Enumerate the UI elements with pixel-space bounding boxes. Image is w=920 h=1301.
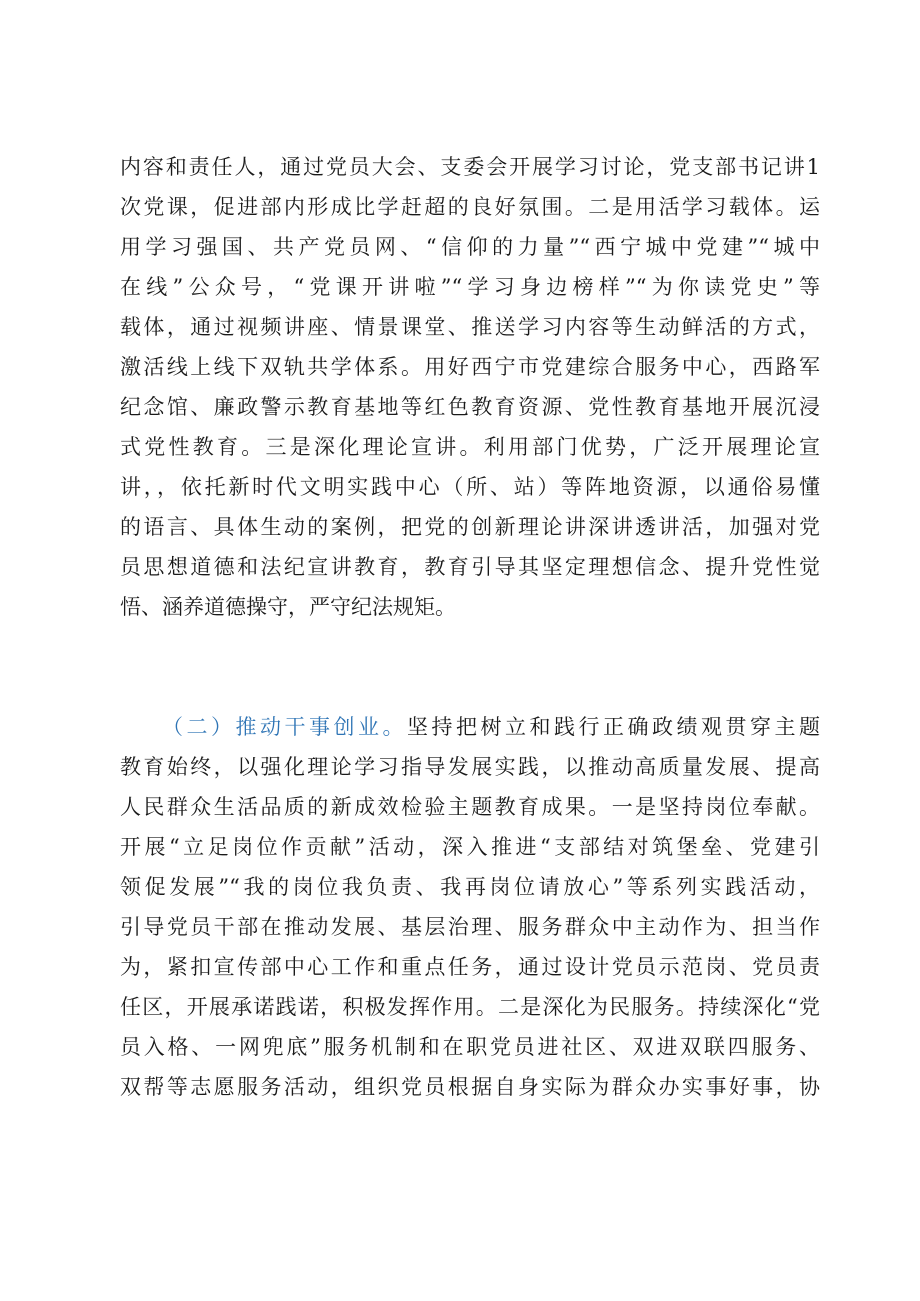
text-line: 人民群众生活品质的新成效检验主题教育成果。一是坚持岗位奉献。 — [120, 795, 820, 819]
text-line: 员思想道德和法纪宣讲教育，教育引导其坚定理想信念、提升党性觉 — [120, 555, 820, 579]
text-line: 引导党员干部在推动发展、基层治理、服务群众中主动作为、担当作 — [120, 915, 820, 939]
text-line: 悟、涵养道德操守，严守纪法规矩。 — [120, 595, 456, 619]
text-line: 任区，开展承诺践诺，积极发挥作用。二是深化为民服务。持续深化“党 — [120, 995, 820, 1019]
text-line-first — [162, 707, 820, 747]
text-line: 双帮等志愿服务活动，组织党员根据自身实际为群众办实事好事，协 — [120, 1075, 820, 1099]
text-line: 开展“立足岗位作贡献”活动，深入推进“支部结对筑堡垒、党建引 — [120, 835, 820, 859]
text-line: 为，紧扣宣传部中心工作和重点任务，通过设计党员示范岗、党员责 — [120, 955, 820, 979]
text-line: 讲，，依托新时代文明实践中心（所、站）等阵地资源，以通俗易懂 — [120, 475, 820, 499]
text-line: 纪念馆、廉政警示教育基地等红色教育资源、党性教育基地开展沉浸 — [120, 395, 820, 419]
text-line: 在线”公众号，“党课开讲啦”“学习身边榜样”“为你读党史”等 — [120, 275, 820, 299]
heading-line-rest: 坚持把树立和践行正确政绩观贯穿主题 — [407, 715, 820, 739]
text-line: 员入格、一网兜底”服务机制和在职党员进社区、双进双联四服务、 — [120, 1035, 820, 1059]
text-line: 次党课，促进部内形成比学赶超的良好氛围。二是用活学习载体。运 — [120, 195, 820, 219]
section-heading: （二）推动干事创业。 — [162, 715, 407, 739]
text-line: 用学习强国、共产党员网、“信仰的力量”“西宁城中党建”“城中 — [120, 235, 820, 259]
text-line: 的语言、具体生动的案例，把党的创新理论讲深讲透讲活，加强对党 — [120, 515, 820, 539]
text-line: 激活线上线下双轨共学体系。用好西宁市党建综合服务中心，西路军 — [120, 355, 820, 379]
text-line: 内容和责任人，通过党员大会、支委会开展学习讨论，党支部书记讲1 — [120, 155, 820, 179]
text-line: 式党性教育。三是深化理论宣讲。利用部门优势，广泛开展理论宣 — [120, 435, 820, 459]
text-line: 教育始终，以强化理论学习指导发展实践，以推动高质量发展、提高 — [120, 755, 820, 779]
text-line: 领促发展”“我的岗位我负责、我再岗位请放心”等系列实践活动， — [120, 875, 820, 899]
text-line: 载体，通过视频讲座、情景课堂、推送学习内容等生动鲜活的方式， — [120, 315, 820, 339]
